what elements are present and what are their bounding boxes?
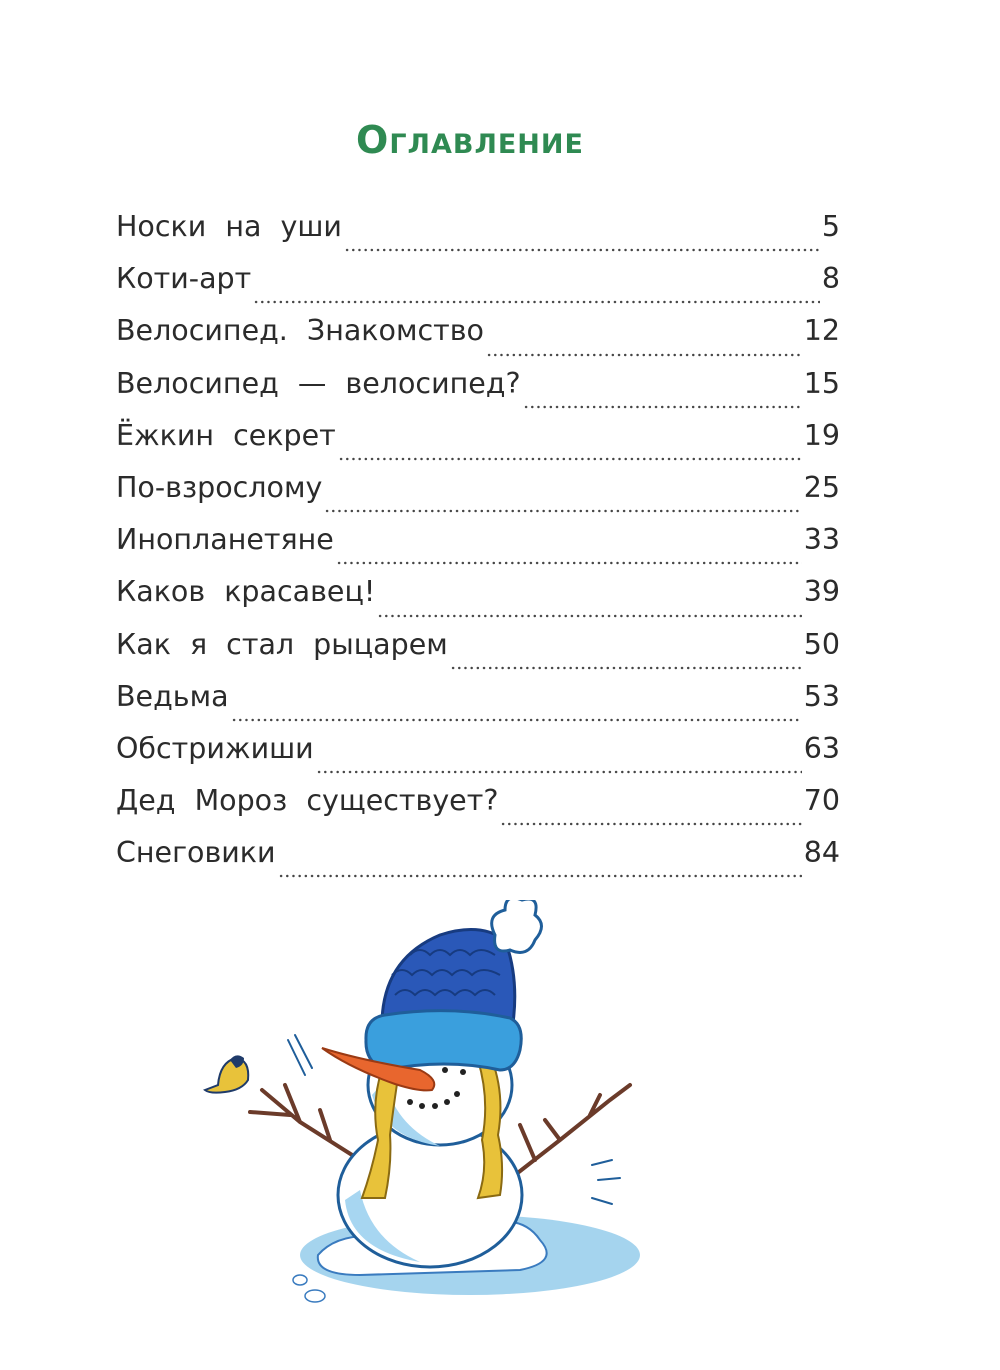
eye-dot: [460, 1069, 466, 1075]
toc-entry[interactable]: [116, 732, 840, 784]
toc-entry[interactable]: [116, 367, 840, 419]
toc-entry-title: Ёжкин секрет: [116, 418, 336, 452]
toc-entry[interactable]: [116, 471, 840, 523]
toc-entry-title: Каков красавец!: [116, 575, 376, 609]
toc-entry-page: 39: [803, 575, 840, 609]
dot-leader: [344, 248, 820, 252]
toc-entry[interactable]: [116, 628, 840, 680]
toc-entry[interactable]: [116, 210, 840, 262]
dot-leader: [486, 353, 802, 357]
toc-entry-page: 50: [803, 627, 840, 661]
toc-entry-page: 12: [803, 314, 840, 348]
toc-entry-page: 25: [803, 470, 840, 504]
toc-entry-page: 84: [803, 836, 840, 870]
snowman-illustration-icon: [190, 900, 650, 1320]
toc-entry[interactable]: [116, 523, 840, 575]
toc-entry-page: 19: [803, 418, 840, 452]
toc-entry[interactable]: [116, 575, 840, 627]
smile-dot: [419, 1103, 425, 1109]
dot-leader: [278, 874, 802, 878]
toc-entry-title: Инопланетяне: [116, 523, 334, 557]
hat-pompom: [492, 900, 542, 952]
toc-entry[interactable]: [116, 680, 840, 732]
toc-entry[interactable]: [116, 262, 840, 314]
toc-entry[interactable]: [116, 314, 840, 366]
toc-entry-title: Дед Мороз существует?: [116, 784, 499, 818]
toc-entry-title: Носки на уши: [116, 210, 342, 243]
toc-entry-title: Ведьма: [116, 679, 229, 713]
toc-entry-page: 33: [803, 523, 840, 557]
toc-entry-title: Как я стал рыцарем: [116, 627, 448, 661]
right-arm-branch: [515, 1085, 630, 1175]
toc-entry-page: 15: [803, 366, 840, 400]
snow-blob: [293, 1275, 307, 1285]
toc-entry-page: 5: [821, 210, 840, 243]
smile-dot: [444, 1099, 450, 1105]
table-of-contents: [116, 210, 840, 888]
smile-dot: [407, 1099, 413, 1105]
page-title: Оглавление: [356, 118, 584, 162]
smile-dot: [454, 1091, 460, 1097]
dot-leader: [377, 614, 801, 618]
toc-entry[interactable]: [116, 419, 840, 471]
toc-entry[interactable]: [116, 836, 840, 888]
dot-leader: [316, 770, 802, 774]
toc-entry-page: 63: [803, 731, 840, 765]
dot-leader: [450, 666, 802, 670]
dot-leader: [324, 509, 801, 513]
toc-entry-title: Велосипед — велосипед?: [116, 366, 521, 400]
eye-dot: [442, 1067, 448, 1073]
dot-leader: [231, 718, 802, 722]
smile-dot: [432, 1103, 438, 1109]
dot-leader: [338, 457, 802, 461]
toc-entry-title: Обстрижиши: [116, 731, 314, 765]
dot-leader: [336, 561, 802, 565]
toc-entry-page: 53: [803, 679, 840, 713]
toc-entry-page: 70: [803, 784, 840, 818]
toc-entry-page: 8: [821, 262, 840, 296]
toc-entry-title: Велосипед. Знакомство: [116, 314, 484, 348]
dot-leader: [253, 300, 820, 304]
toc-entry-title: Коти-арт: [116, 262, 252, 296]
snow-blob: [305, 1290, 325, 1302]
toc-entry-title: Снеговики: [116, 836, 276, 870]
dot-leader: [500, 822, 801, 826]
toc-entry[interactable]: [116, 784, 840, 836]
toc-entry-title: По-взрослому: [116, 470, 323, 504]
dot-leader: [523, 405, 802, 409]
hat-brim: [366, 1011, 521, 1070]
left-arm-branch: [250, 1085, 360, 1160]
